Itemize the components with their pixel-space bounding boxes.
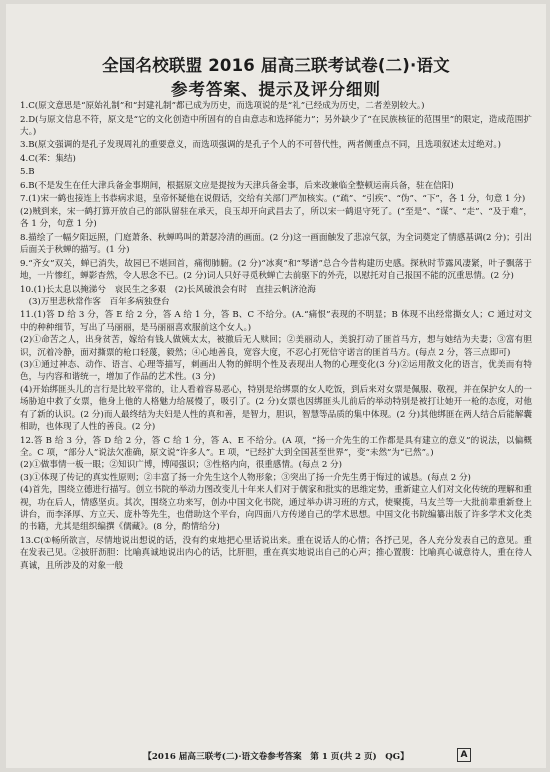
answer-item-9: 9.“齐女”双关，蝉已消失，故园已不堪回首，痛彻肺腑。(2 分)“冰爽”和“琴谱”总合今昔构建历史感。探秋时节露风凄紧，叶子飘落于地，一片惨红，蝉影杳然，令人思念不已。(2 分)词人只好寻觅秋蝉亡去前驱下的外壳，以慰托对自己报国不能的沉重思情。(2 分) [20,258,532,282]
answer-item-5: 5.B [20,167,35,178]
answer-item-7: 7.(1)宋一鹤也接连上书恭病求退，皇帝怀疑他在说假话，交给有关部门严加核实。(“疏”、“引疾”、“伪”、“下”，各 1 分，句意 1 分) (2)贼到来，宋一鹤打算开放自己的部队留驻在承天，良玉却开向武昌去了，所以宋一鹤退守死了。(“至是”、“谋”、“走”、“及于难”，各 1 分，句意 1 分) [20,194,532,230]
page-footer: 【2016 届高三联考(二)·语文卷参考答案 第 1 页(共 2 页) QG】 [143,752,409,762]
answer-item-12: 12.答 B 给 3 分，答 D 给 2 分，答 C 给 1 分，答 A、E 不给分。(A 项，“扬一介先生的工作都是具有建立的意义”的说法，以偏概全。C 项，“部分人”说法欠准确，原文说“许多人”。E 项，“已经扩大到全国甚至世界”，变“未然”为“已然”。) (2)①做事情一板一眼；②知识广博，博闻强识；③性格内向，很重感情。(每点 2 分) (3)①体现了传记的真实性原则；②丰富了扬一介先生这个人物形象；③突出了扬一介先生勇于悔过的诚恳。(每点 2 分) (4)首先，围绕立德进行描写。创立书院的举动力图改变儿十年来人们对于儒家和批实的思维定势，重新建立人们对文化传统的理解和重视，功在后人，情感坚贞。其次，围绕立功来写，创办中国文化书院，通过举办讲习班的方式，使聚揽，马友兰等一大批前辈重新登上讲台，而李泽厚、方立天、庞朴等先生，也借助这个平台，向四面八方传递自己的学术思想。中国文化书院编纂出版了许多学术文化类的书籍，尤其是组织编撰《儒藏》。(8 分，酌情给分) [20,435,532,533]
answer-item-3: 3.B(原文强调的是孔子发现周礼的重要意义，而选项强调的是孔子个人的不可替代性，两者侧重点不同，且选项叙述太过绝对。) [20,140,501,151]
answer-item-1: 1.C(原文意思是“原始礼制”和“封建礼制”都已成为历史，而选项说的是“礼”已经成为历史，二者差别较大。) [20,101,425,111]
answer-item-10: 10.(1)长太息以掩涕兮 哀民生之多艰 (2)长风破浪会有时 直挂云帆济沧海 (3)万里悲秋常作客 百年多病独登台 [20,284,316,307]
page-subtitle: 参考答案、提示及评分细则 [171,80,381,99]
page-title: 全国名校联盟 2016 届高三联考试卷(二)·语文 [102,56,450,75]
exam-answer-sheet [6,4,546,768]
version-badge: A [457,748,471,762]
answer-item-11: 11.(1)答 D 给 3 分，答 E 给 2 分，答 A 给 1 分，答 B、C 不给分。(A.“痛恨”表现的不明显；B 体现不出经常撕女人；C 通过对文中的种种细节，写出了马丽丽，是马丽丽喜欢服前这个女人。) (2)①命苦之人，出身贫苦，嫁给有钱人做姨太太，被撤后无人赎回；②美丽动人，美貌打动了匪首马方，想与她结为夫妻；③富有胆识，沉着冷静，面对撕票的枪口轻蔑，毅然；④心地善良，宽容大度，不忍心打死信守诺言的匪首马方。(每点 2 分，答三点即可) (3)①通过神态、动作、语言、心理等描写，刺画出人物的鲜明个性及表现出人物的心理变化(3 分)②运用散文化的语言，优美而有特色，与内容和谐统一，增加了作品的艺术性。(3 分) (4)开始绑匪头儿的言行是比较平常的，让人看着容易恶心，特别是给绑票的女人吃饭，到后来对女票是佩服、敬视，并在保护女人的一场胁迫中救了女票，他身上他的人格魅力给展慢了，吸引了。(2 分)女票也因绑匪头儿前后的举动特别是被打让她开一枪的态度，对他有了新的认识。(2 分)而人最终结为夫妇是人性的真和善，是智力，胆识，智慧等品质的集中体现。(2 分)其他绑匪在两人结合后能解囊相助，也体现了人性的善良。(2 分) [20,310,532,433]
answer-item-4: 4.C(苯：集结) [20,153,76,164]
answer-item-13: 13.C(①畅所欲言，尽情地说出想说的话，没有约束地把心里话说出来。重在说话人的心情；各抒己见，各人充分发表自己的意见。重在发表己见。②披肝沥胆：比喻真诚地说出内心的话，比肝胆，重在真实地说出自己的心声；推心置腹：比喻真心诚意待人，重在待人真诚，且所涉及的对象一般 [20,535,532,571]
answer-list [20,100,532,573]
answer-item-6: 6.B(不是发生在任大津兵备金事期间，根据原文应是提按为天津兵备金事，后来改兼临全整顿运南兵备，驻在信阳) [20,180,454,191]
answer-item-8: 8.描绘了一幅夕阳远照，门庭萧条、秋蝉鸣叫的萧瑟冷清的画面。(2 分)这一画面触发了悲凉气氛，为全词奠定了情感基调(2 分)；引出后面关于秋蝉的描写。(1 分) [20,232,532,256]
answer-item-2: 2.D(与原文信息不符，原文是“它的文化创造中所固有的自由意志和选择能力”；另外缺少了“在民族核征的范围里”的限定，造成范围扩大。) [20,114,532,137]
